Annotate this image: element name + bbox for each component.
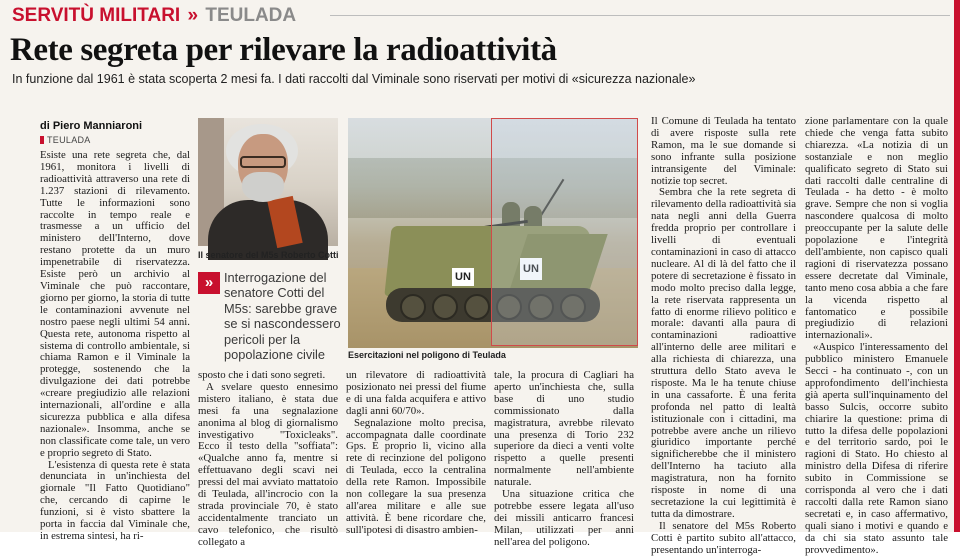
paragraph: zione parlamentare con la quale chiede che venga fatta subito chiarezza. «La notizia di un sostanziale e non meglio qualificato segreto di Stato sui dati raccolti dalle centraline di Teulada - ha detto - è molto grave. Sempre che non si voglia nascondere qualcosa di molto preoccupante per la salute delle popolazione e l'integrità dell'ambiente, non capisco quali ragioni di riservatezza possano essere decretate dal Viminale, tanto meno cosa abbia a che fare la vicenda rispetto al fantomatico e possibile pregiudizio di relazioni internazionali». — [805, 115, 948, 342]
byline: di Piero Manniaroni — [40, 120, 143, 132]
paragraph: tale, la procura di Cagliari ha aperto un'inchiesta che, sulla base di uno studio commissionato dalla magistratura, avrebbe rilevato una presenza di Torio 232 superiore da dieci a venti volte rispetto a quelle presenti normalmente nell'ambiente naturale. — [494, 369, 634, 489]
kicker-divider — [330, 15, 950, 16]
paragraph: sposto che i dati sono segreti. — [198, 369, 326, 381]
section-kicker — [12, 3, 296, 29]
paragraph: Esiste una rete segreta che, dal 1961, monitora i livelli di radioattività attraverso una rete di 1.237 stazioni di rilevamento. Tutte le informazioni sono raccolte in tempo reale e trasmesse a un ufficio del ministero dell'Interno, dove restano protette da un muro impenetrabile di riservatezza. Esiste però un archivio al Viminale che può raccontare, giorno per giorno, la storia di tutte le contaminazioni avvenute nel nostro paese negli ultimi 54 anni. Questa rete, autonoma rispetto al sistema di controllo ambientale, si chiama Ramon e il Viminale la protegge, sostenendo che la divulgazione dei dati potrebbe «creare pregiudizio alle relazioni internazionali, all'ordine e alla sicurezza pubblica e alla difesa nazionale». Insomma, anche se non classificate come tale, un vero e proprio segreto di Stato. — [40, 149, 190, 459]
paragraph: Il Comune di Teulada ha tentato di avere risposte sulla rete Ramon, ma le sue domande si sono infrante sulla posizione intransigente del Viminale: notizie top secret. — [651, 115, 796, 187]
article-subhead: In funzione dal 1961 è stata scoperta 2 mesi fa. I dati raccolti dal Viminale sono riservati per motivi di «sicurezza nazionale» — [12, 72, 696, 86]
article-column-3 — [346, 369, 486, 536]
paragraph: Il senatore del M5s Roberto Cotti è partito subito all'attacco, presentando un'interroga- — [651, 519, 796, 556]
kicker-section: SERVITÙ MILITARI — [12, 5, 181, 26]
dateline: TEULADA — [40, 135, 91, 145]
kicker-separator: » — [187, 5, 199, 26]
paragraph: «Auspico l'interessamento del pubblico ministero Emanuele Secci - ha continuato -, con un approfondimento dell'inchiesta già aperta sull'inquinamento del basso Sulcis, occorre subito chiarire la questione: prima di tutto la difesa delle popolazioni e del territorio sardo, poi le ragioni di Stato. Ho chiesto al ministro della Difesa di riferire subito in Commissione se corrisponda al vero che i dati raccolti dalla rete Ramon siano secretati e, in caso affermativo, quali siano i motivi e quando e da chi sia stato assunto tale provvedimento». — [805, 341, 948, 556]
pull-quote: Interrogazione del senatore Cotti del M5s: sarebbe grave se si nascondessero pericoli per la popolazione civile — [224, 270, 341, 363]
article-headline: Rete segreta per rilevare la radioattività — [10, 32, 557, 68]
un-marking: UN — [520, 258, 542, 280]
article-column-2 — [198, 369, 338, 548]
paragraph: L'esistenza di questa rete è stata denunciata in un'inchiesta del giornale "Il Fatto Quotidiano" che, cercando di capirne le funzioni, si è visto sbattere la porta in faccia dal Viminale che, in estrema sintesi, ha ri- — [40, 458, 190, 542]
paragraph: Una situazione critica che potrebbe essere legata all'uso dei missili anticarro francesi Milan, utilizzati per anni nell'area del poligono. — [494, 488, 634, 548]
un-marking: UN — [452, 268, 474, 286]
senator-portrait-photo — [198, 118, 338, 246]
article-column-6 — [805, 115, 948, 556]
article-column-4 — [494, 369, 634, 548]
portrait-caption: Il senatore del M5s Roberto Cotti — [198, 250, 339, 260]
kicker-place: TEULADA — [205, 5, 297, 26]
paragraph: un rilevatore di radioattività posizionato nei pressi del fiume e di una falda acquifera e attivo dagli anni 60/70». — [346, 369, 486, 417]
article-column-5 — [651, 115, 796, 556]
paragraph: Segnalazione molto precisa, accompagnata dalle coordinate Gps. E proprio lì, vicino alla rete di recinzione del poligono di Teulada, ecco la centralina della rete Ramon. Impossibile non collegare la sua presenza all'area militare e alle sue attività. È bene ricordare che, sull'ipotesi di disastro ambien- — [346, 416, 486, 536]
paragraph: Sembra che la rete segreta di rilevamento della radioattività sia nata negli anni della Guerra fredda proprio per controllare i livelli di eventuali contaminazioni in caso di attacco nucleare. Al di là del fatto che il potere di secretazione è fissato in modo molto preciso dalla legge, la rete riservata rappresenta un fatto di enorme rilievo politico e morale: davanti alla paura di contaminazioni radioattive all'interno delle aree militari e alla richiesta di chiarezza, una struttura dello Stato aveva le risposte. Ma le ha tenute chiuse in una cassaforte. È una ferita profonda nel patto di lealtà istituzionale con i cittadini, ma potrebbe avere anche un rilievo giuridico importante perché significherebbe che il ministero dell'Interno ha taciuto alla magistratura, non ha fornito risposte in nome di una secretazione la cui legittimità è tutta da dimostrare. — [651, 186, 796, 520]
photo-caption: Esercitazioni nel poligono di Teulada — [348, 350, 506, 360]
chevron-right-icon: » — [198, 272, 220, 294]
paragraph: A svelare questo ennesimo mistero italiano, è stata due mesi fa una segnalazione anonima al blog di giornalismo investigativo "Toxicleaks". Ecco il testo della "soffiata": «Qualche anno fa, mentre si effettuavano degli scavi nei pressi del mai avviato mattatoio di Teulada, all'incrocio con la strada provinciale 70, è stato accidentalmente tranciato un cavo telefonico, che risultò collegato a — [198, 380, 338, 548]
military-exercise-photo — [348, 118, 638, 346]
article-column-1 — [40, 149, 190, 542]
